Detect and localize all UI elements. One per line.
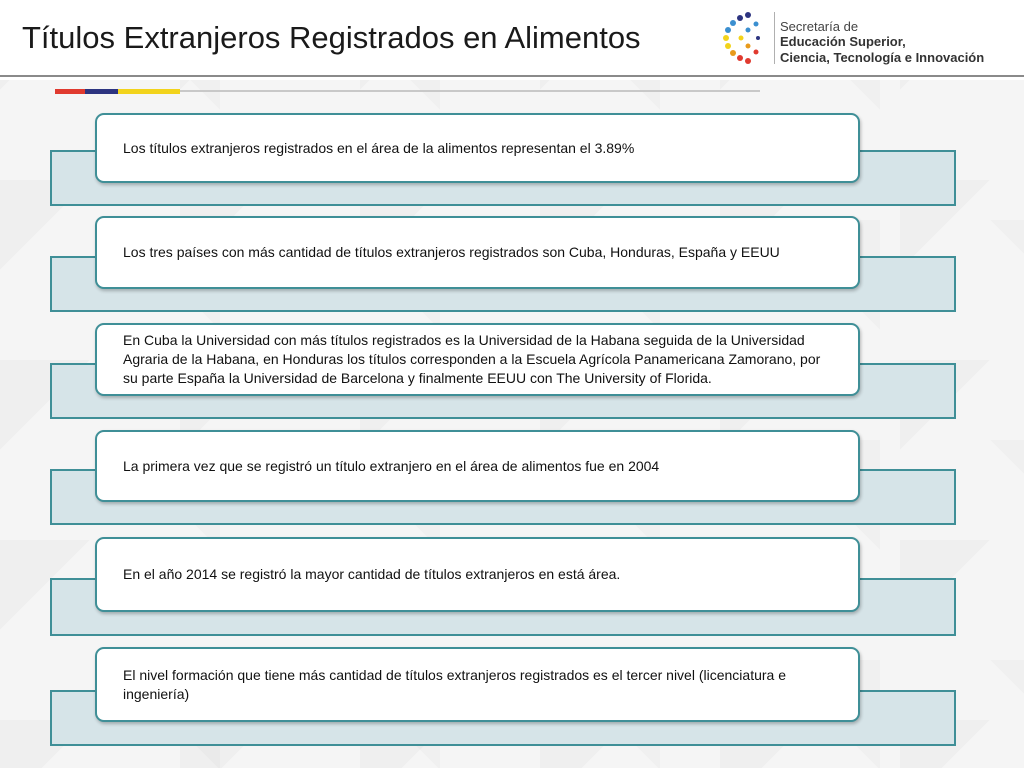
accent-bar-navy [85,89,118,94]
logo-line-3: Ciencia, Tecnología e Innovación [780,50,985,65]
list-item [95,113,860,183]
institution-logo [718,10,988,70]
logo-dots-icon [718,10,774,66]
list-item [95,647,860,722]
list-item-text: En Cuba la Universidad con más títulos registrados es la Universidad de la Habana seguida de la Universidad Agraria de la Habana, en Honduras los títulos corresponden a la Escuela Agrícola Panamericana Zamorano, por su parte España la Universidad de Barcelona y finalmente EEUU con The University of Florida. [123,332,821,386]
list-item-text: El nivel formación que tiene más cantidad de títulos extranjeros registrados es el tercer nivel (licenciatura e ingeniería) [123,666,786,702]
logo-divider [774,12,775,64]
list-item-text: En el año 2014 se registró la mayor cantidad de títulos extranjeros en está área. [123,566,621,582]
logo-line-1: Secretaría de [780,19,859,34]
accent-bars [55,89,180,94]
header-rule [0,75,1024,77]
list-item-text: Los tres países con más cantidad de títulos extranjeros registrados son Cuba, Honduras, España y EEUU [123,244,780,260]
slide-header [0,0,1024,80]
list-item-text: Los títulos extranjeros registrados en el área de la alimentos representan el 3.89% [123,139,635,156]
list-item [95,537,860,612]
accent-bar-yellow [118,89,180,94]
accent-gray-line [180,90,760,92]
list-item [95,323,860,396]
list-item-text: La primera vez que se registró un título extranjero en el área de alimentos fue en 2004 [123,457,660,474]
slide-title: Títulos Extranjeros Registrados en Alimentos [22,20,641,55]
list-item [95,430,860,502]
list-item [95,216,860,289]
logo-line-2: Educación Superior, [780,34,906,49]
accent-bar-red [55,89,85,94]
